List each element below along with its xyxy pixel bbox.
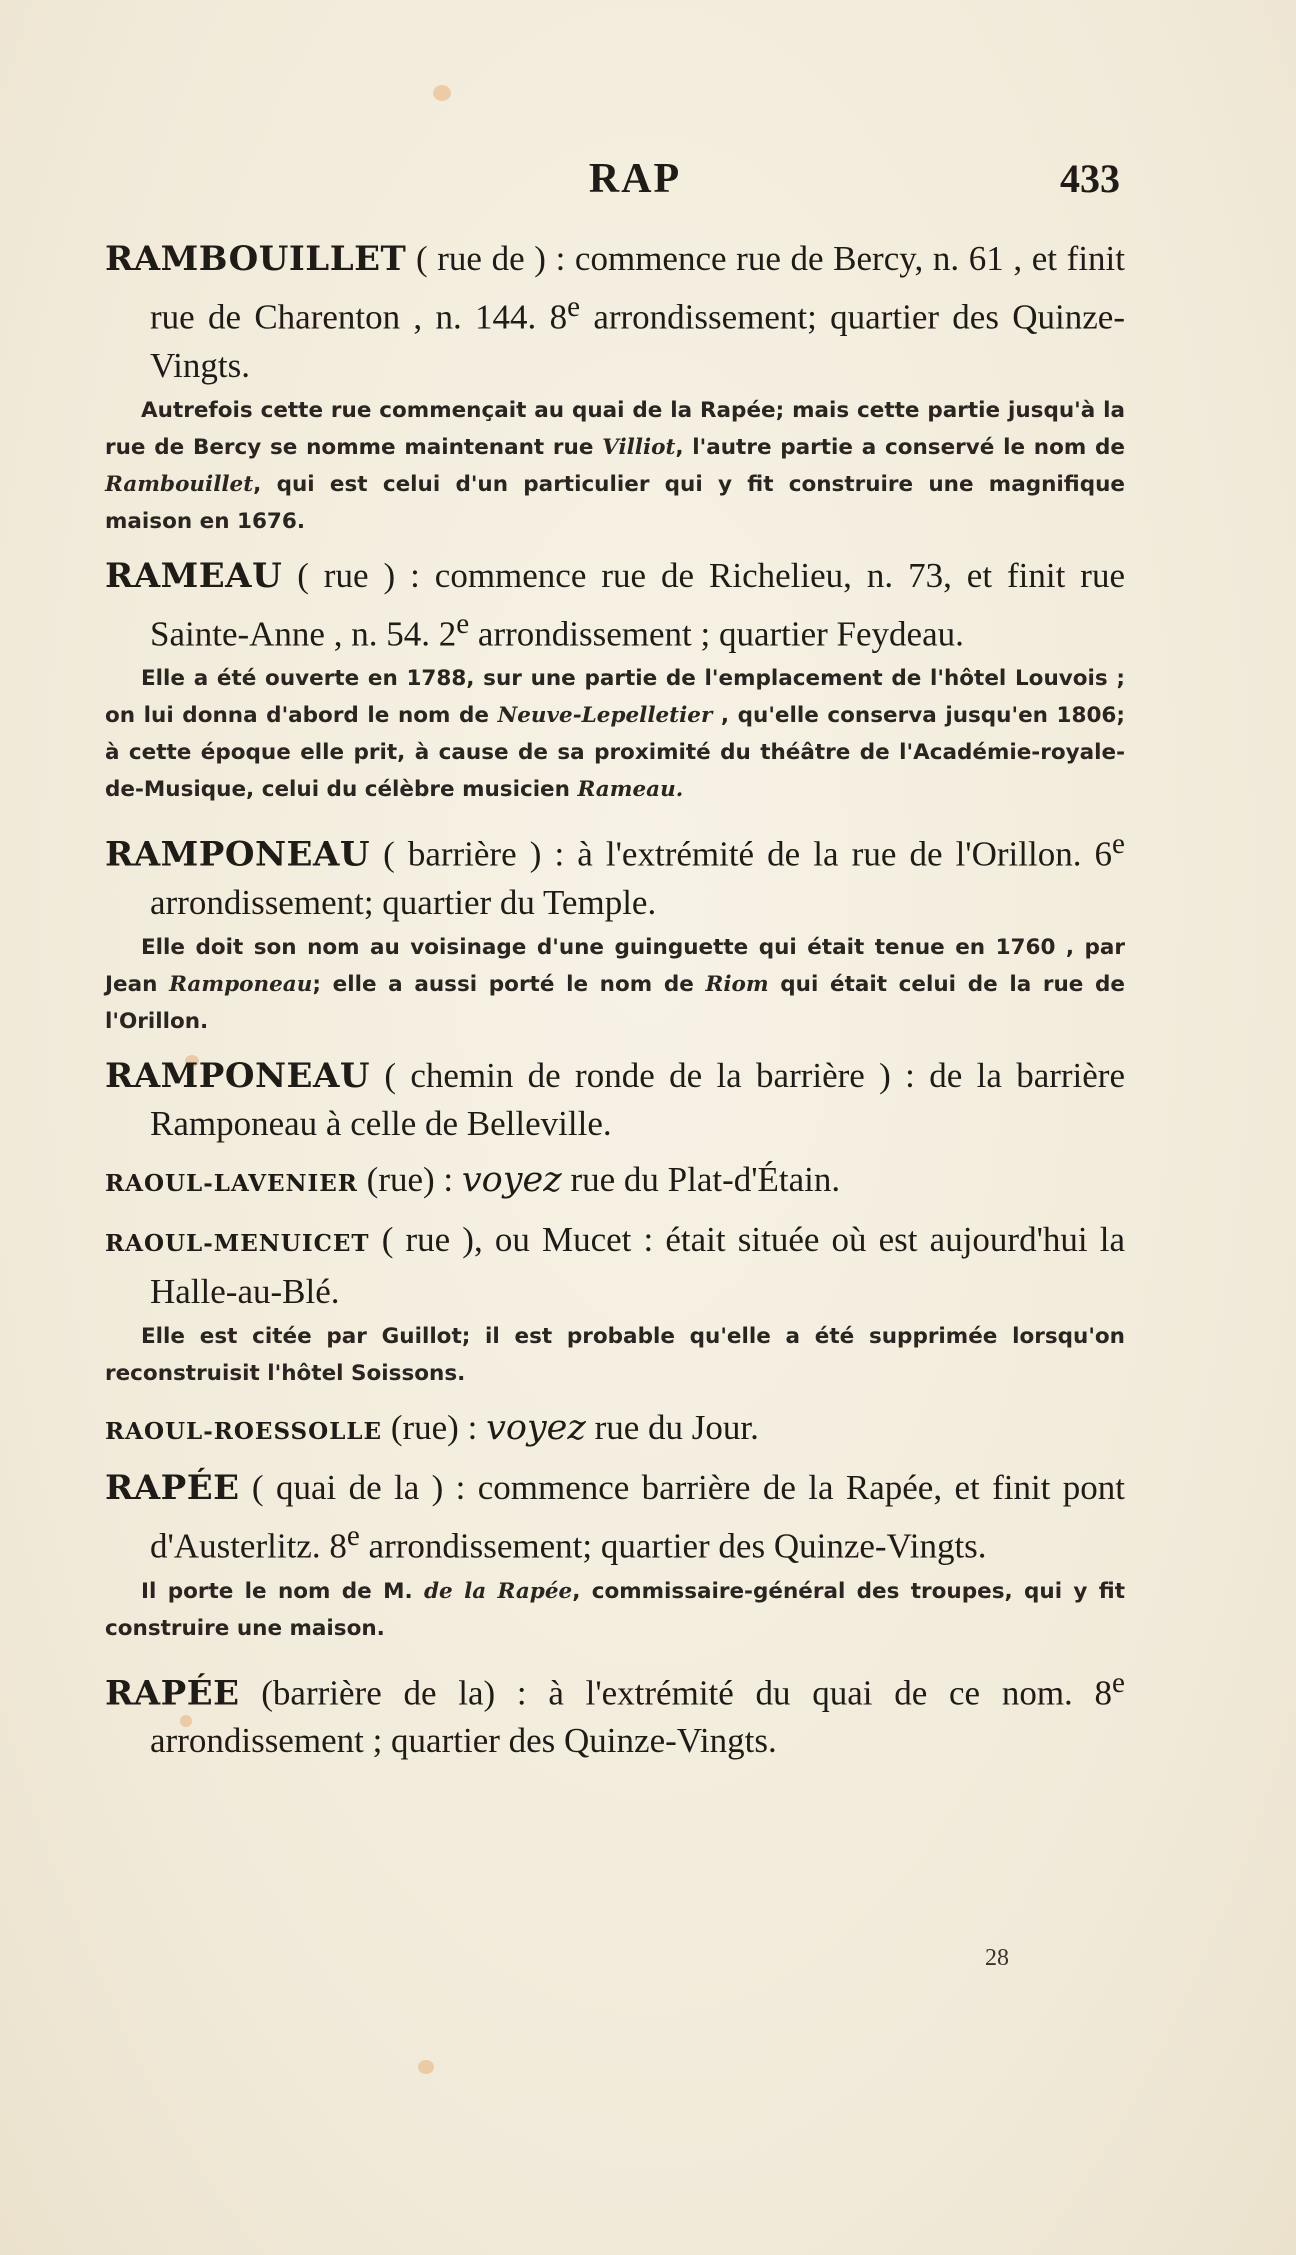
entry-note: Elle a été ouverte en 1788, sur une partie de l'emplacement de l'hôtel Louvois ; on lui donna d'abord le nom de Neuve-Lepelletier , qu'elle conserva jusqu'en 1806; à cette époque elle prit, à cause de sa proximité du théâtre de l'Académie-royale-de-Musique, celui du célèbre musicien Rameau.	[105, 666, 1125, 803]
entry-raoul-lavenier	[105, 1156, 1125, 1216]
entry-head: RAOUL-ROESSOLLE	[105, 1417, 383, 1445]
entry-head: RAOUL-LAVENIER	[105, 1169, 358, 1197]
entry-headline: RAMBOUILLET ( rue de ) : commence rue de Bercy, n. 61 , et finit rue de Charenton , n. 144. 8e arrondissement; quartier des Quinze-Vingts.	[105, 239, 1125, 385]
dictionary-entries	[105, 235, 1125, 1765]
entry-raoul-roessolle	[105, 1404, 1125, 1464]
entry-head: RAPÉE	[105, 1467, 240, 1508]
entry-headline: RAOUL-MENUICET ( rue ), ou Mucet : était située où est aujourd'hui la Halle-au-Blé.	[105, 1219, 1125, 1311]
entry-head: RAMEAU	[105, 555, 283, 596]
entry-note: Autrefois cette rue commençait au quai de la Rapée; mais cette partie jusqu'à la rue de Bercy se nomme maintenant rue Villiot, l'autre partie a conservé le nom de Rambouillet, qui est celui d'un particulier qui y fit construire une magnifique maison en 1676.	[105, 397, 1125, 534]
entry-rapee-barriere	[105, 1659, 1125, 1766]
entry-head: RAMPONEAU	[105, 1055, 370, 1096]
entry-ramponeau-barriere	[105, 820, 1125, 1040]
entry-head: RAPÉE	[105, 1673, 240, 1714]
entry-rapee-quai	[105, 1464, 1125, 1647]
entry-headline: RAOUL-ROESSOLLE (rue) : voyez rue du Jour.	[105, 1407, 759, 1448]
page-header	[150, 155, 1120, 215]
entry-note: Il porte le nom de M. de la Rapée, commissaire-général des troupes, qui y fit construire une maison.	[105, 1578, 1125, 1641]
stain-mark	[433, 85, 451, 101]
stain-mark	[418, 2060, 434, 2074]
entry-headline: RAMPONEAU ( chemin de ronde de la barrière ) : de la barrière Ramponeau à celle de Belleville.	[105, 1055, 1125, 1143]
entry-headline: RAMEAU ( rue ) : commence rue de Richelieu, n. 73, et finit rue Sainte-Anne , n. 54. 2e arrondissement ; quartier Feydeau.	[105, 555, 1125, 654]
running-head: RAP	[588, 156, 682, 202]
entry-head: RAOUL-MENUICET	[105, 1229, 370, 1257]
entry-note: Elle est citée par Guillot; il est probable qu'elle a été supprimée lorsqu'on reconstruisit l'hôtel Soissons.	[105, 1323, 1125, 1386]
entry-headline: RAPÉE ( quai de la ) : commence barrière de la Rapée, et finit pont d'Austerlitz. 8e arrondissement; quartier des Quinze-Vingts.	[105, 1467, 1125, 1566]
entry-head: RAMPONEAU	[105, 834, 370, 875]
entry-note: Elle doit son nom au voisinage d'une guinguette qui était tenue en 1760 , par Jean Ramponeau; elle a aussi porté le nom de Riom qui était celui de la rue de l'Orillon.	[105, 934, 1125, 1034]
entry-head: RAMBOUILLET	[105, 239, 407, 279]
entry-rambouillet	[105, 235, 1125, 540]
entry-headline: RAPÉE (barrière de la) : à l'extrémité du quai de ce nom. 8e arrondissement ; quartier des Quinze-Vingts.	[105, 1666, 1125, 1761]
entry-raoul-menuicet	[105, 1216, 1125, 1392]
entry-headline: RAOUL-LAVENIER (rue) : voyez rue du Plat-d'Étain.	[105, 1159, 841, 1200]
entry-ramponeau-chemin	[105, 1052, 1125, 1156]
entry-rameau	[105, 552, 1125, 809]
entry-headline: RAMPONEAU ( barrière ) : à l'extrémité de la rue de l'Orillon. 6e arrondissement; quartier du Temple.	[105, 828, 1125, 922]
signature-mark: 28	[985, 1945, 1009, 1971]
page-number: 433	[1060, 156, 1120, 201]
